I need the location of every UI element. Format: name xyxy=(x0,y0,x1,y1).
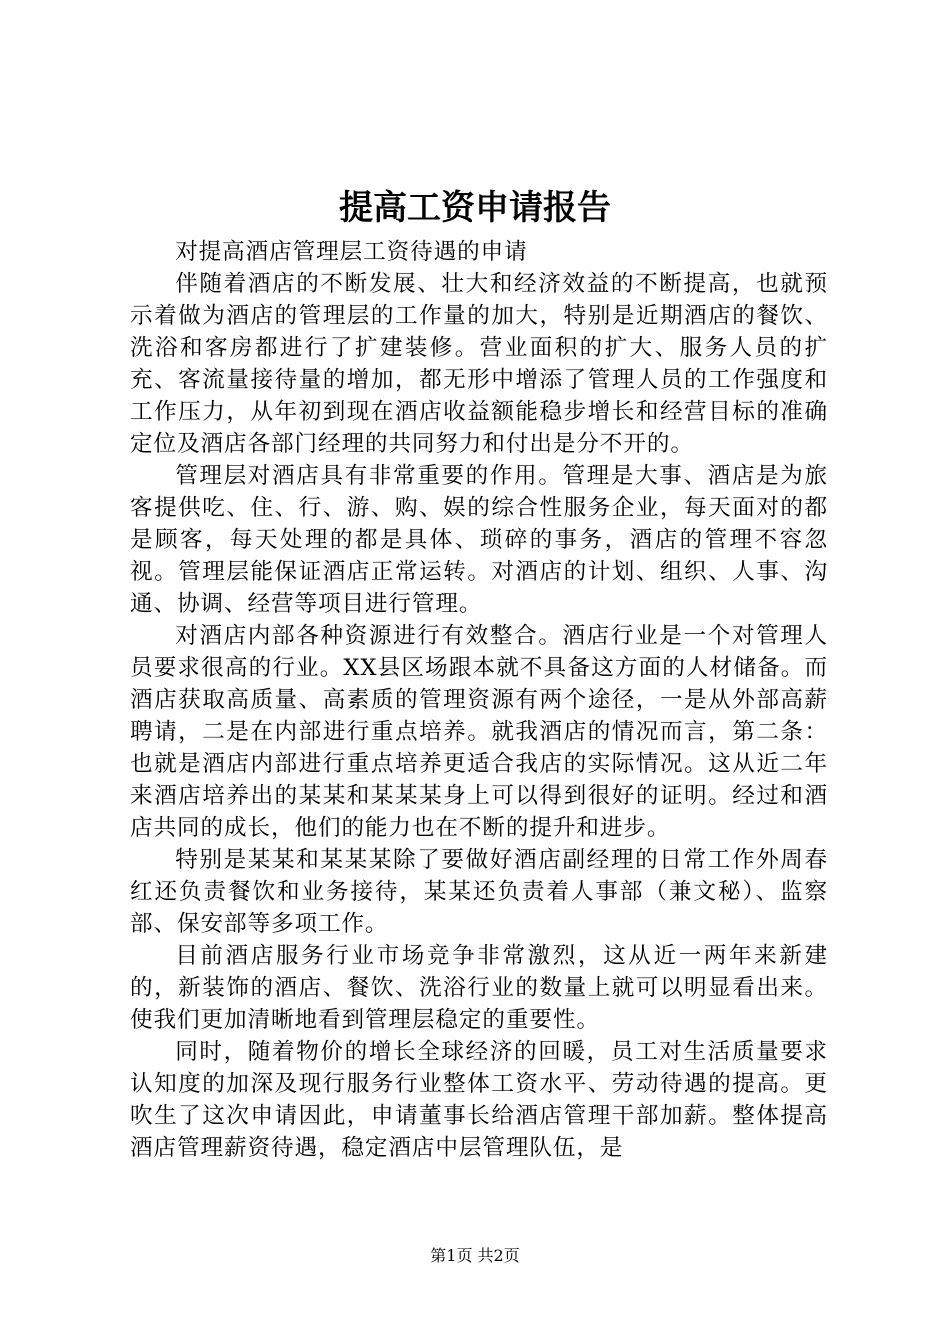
page-title: 提高工资申请报告 xyxy=(339,188,611,228)
body-paragraph: 目前酒店服务行业市场竞争非常激烈，这从近一两年来新建的，新装饰的酒店、餐饮、洗浴行业的数量上就可以明显看出来。使我们更加清晰地看到管理层稳定的重要性。 xyxy=(130,943,828,1033)
subtitle-paragraph: 对提高酒店管理层工资待遇的申请 xyxy=(175,239,528,265)
page-footer: 第1页 共2页 xyxy=(430,1246,520,1265)
document-body xyxy=(130,236,828,1164)
body-paragraph: 特别是某某和某某某除了要做好酒店副经理的日常工作外周春红还负责餐饮和业务接待，某某还负责着人事部（兼文秘）、监察部、保安部等多项工作。 xyxy=(130,847,828,937)
body-paragraph: 管理层对酒店具有非常重要的作用。管理是大事、酒店是为旅客提供吃、住、行、游、购、娱的综合性服务企业，每天面对的都是顾客，每天处理的都是具体、琐碎的事务，酒店的管理不容忽视。管理层能保证酒店正常运转。对酒店的计划、组织、人事、沟通、协调、经营等项目进行管理。 xyxy=(130,463,828,617)
body-paragraph: 同时，随着物价的增长全球经济的回暖，员工对生活质量要求认知度的加深及现行服务行业整体工资水平、劳动待遇的提高。更吹生了这次申请因此，申请董事长给酒店管理干部加薪。整体提高酒店管理薪资待遇，稳定酒店中层管理队伍，是 xyxy=(130,1039,828,1161)
body-paragraph: 对酒店内部各种资源进行有效整合。酒店行业是一个对管理人员要求很高的行业。XX县区场跟本就不具备这方面的人材储备。而酒店获取高质量、高素质的管理资源有两个途径，一是从外部高薪聘请，二是在内部进行重点培养。就我酒店的情况而言，第二条：也就是酒店内部进行重点培养更适合我店的实际情况。这从近二年来酒店培养出的某某和某某某身上可以得到很好的证明。经过和酒店共同的成长，他们的能力也在不断的提升和进步。 xyxy=(130,623,828,841)
body-paragraph: 伴随着酒店的不断发展、壮大和经济效益的不断提高，也就预示着做为酒店的管理层的工作量的加大，特别是近期酒店的餐饮、洗浴和客房都进行了扩建装修。营业面积的扩大、服务人员的扩充、客流量接待量的增加，都无形中增添了管理人员的工作强度和工作压力，从年初到现在酒店收益额能稳步增长和经营目标的准确定位及酒店各部门经理的共同努力和付出是分不开的。 xyxy=(130,271,828,457)
